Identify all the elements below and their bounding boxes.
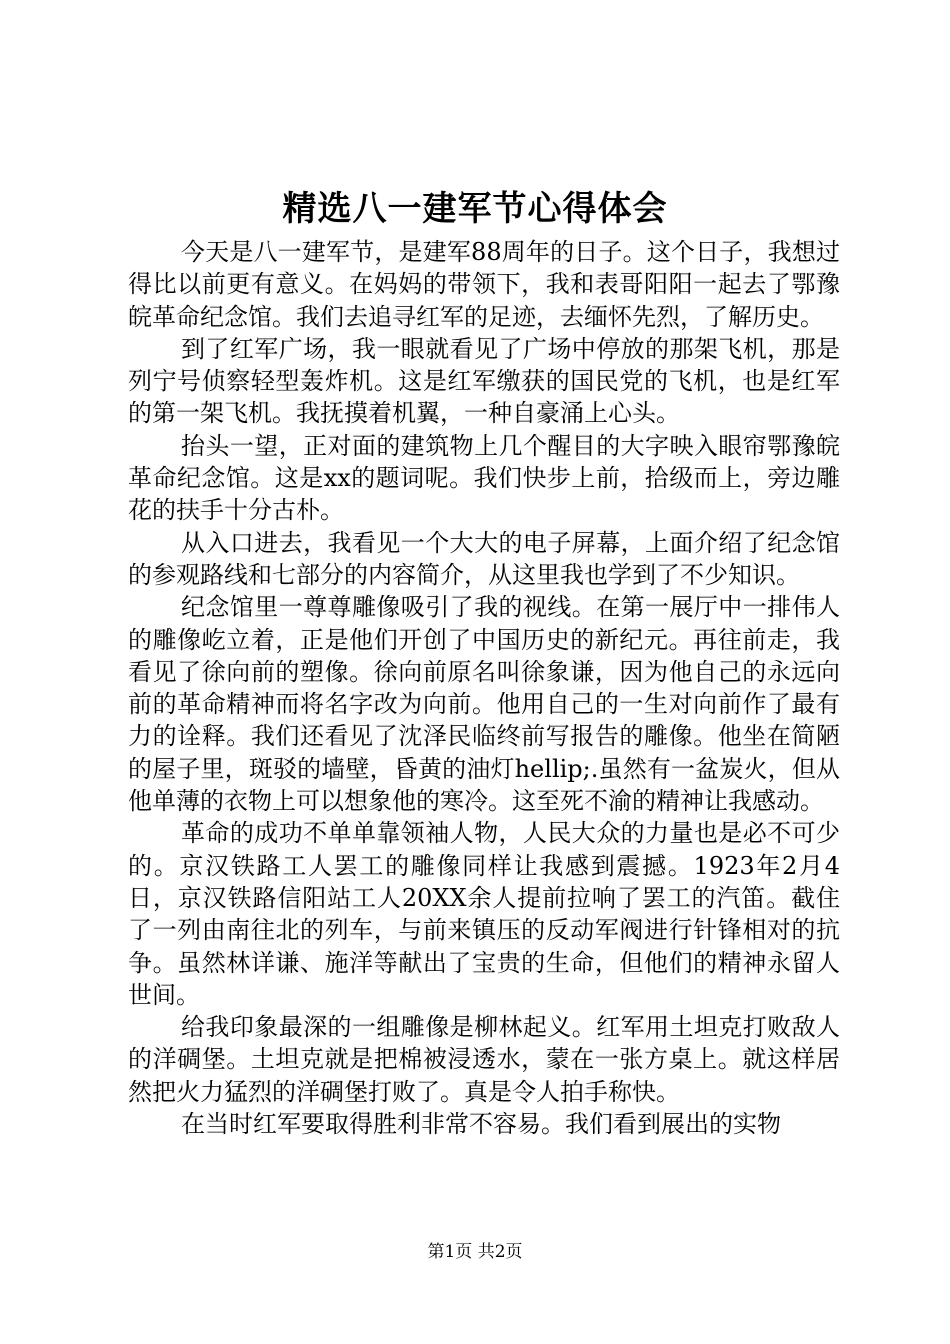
paragraph: 纪念馆里一尊尊雕像吸引了我的视线。在第一展厅中一排伟人的雕像屹立着，正是他们开创了中国历史的新纪元。再往前走，我看见了徐向前的塑像。徐向前原名叫徐象谦，因为他自己的永远向前的革命精神而将名字改为向前。他用自己的一生对向前作了最有力的诠释。我们还看见了沈泽民临终前写报告的雕像。他坐在简陋的屋子里，斑驳的墙壁，昏黄的油灯hellip;.虽然有一盆炭火，但从他单薄的衣物上可以想象他的寒冷。这至死不渝的精神让我感动。 [128, 593, 840, 816]
paragraph: 在当时红军要取得胜利非常不容易。我们看到展出的实物 [181, 1110, 781, 1139]
paragraph: 抬头一望，正对面的建筑物上几个醒目的大字映入眼帘鄂豫皖革命纪念馆。这是xx的题词呢。我们快步上前，拾级而上，旁边雕花的扶手十分古朴。 [128, 431, 840, 525]
paragraph: 今天是八一建军节，是建军88周年的日子。这个日子，我想过得比以前更有意义。在妈妈的带领下，我和表哥阳阳一起去了鄂豫皖革命纪念馆。我们去追寻红军的足迹，去缅怀先烈，了解历史。 [128, 238, 840, 331]
paragraph: 到了红军广场，我一眼就看见了广场中停放的那架飞机，那是列宁号侦察轻型轰炸机。这是红军缴获的国民党的飞机，也是红军的第一架飞机。我抚摸着机翼，一种自豪涌上心头。 [128, 334, 840, 428]
document-title: 精选八一建军节心得体会 [282, 189, 668, 229]
paragraph: 从入口进去，我看见一个大大的电子屏幕，上面介绍了纪念馆的参观路线和七部分的内容简介，从这里我也学到了不少知识。 [128, 528, 840, 589]
page-number-footer: 第1页 共2页 [427, 1242, 523, 1262]
paragraph: 给我印象最深的一组雕像是柳林起义。红军用土坦克打败敌人的洋碉堡。土坦克就是把棉被浸透水，蒙在一张方桌上。就这样居然把火力猛烈的洋碉堡打败了。真是令人拍手称快。 [128, 1013, 840, 1106]
document-body [128, 236, 840, 1140]
paragraph: 革命的成功不单单靠领袖人物，人民大众的力量也是必不可少的。京汉铁路工人罢工的雕像同样让我感到震撼。1923年2月4日，京汉铁路信阳站工人20XX余人提前拉响了罢工的汽笛。截住了一列由南往北的列车，与前来镇压的反动军阀进行针锋相对的抗争。虽然林详谦、施洋等献出了宝贵的生命，但他们的精神永留人世间。 [128, 819, 840, 1009]
